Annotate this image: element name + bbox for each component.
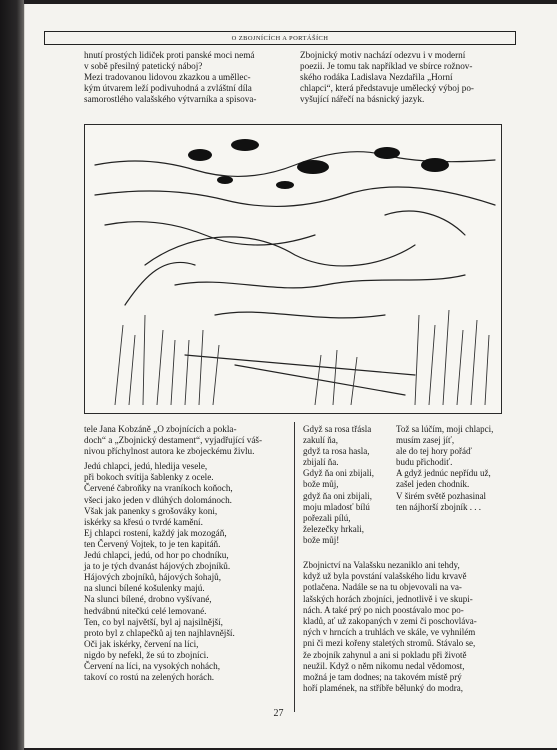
- illustration-sleeping-outlaws-icon: [85, 125, 502, 414]
- poem-line: všeci jako jeden v dlúhých dolománoch.: [84, 494, 232, 505]
- text-line: doch“ a „Zbojnický destament“, vyjadřující váš-: [84, 435, 263, 446]
- text-line: ných v hrncích a truhlách ve skále, ve vyhnilém: [303, 627, 476, 638]
- poem-line: budu přichodiť.: [396, 457, 453, 468]
- text-line: Zbojnický motiv nachází odezvu i v moderní: [300, 50, 466, 60]
- poem-line: Červené čabroňky na vraníkoch koňoch,: [84, 483, 233, 494]
- poem-line: pořezali pílú,: [303, 512, 351, 523]
- text-line: v sobě přesilný patetický náboj?: [84, 61, 203, 72]
- running-header: [44, 31, 516, 45]
- poem-line: Však jak panenky s grošováky koni,: [84, 505, 218, 516]
- poem-line: bože můj!: [303, 534, 340, 545]
- poem-line: A gdyž jednúc nepřídu už,: [396, 468, 491, 479]
- poem-line: V širém světě pozhasinal: [396, 490, 487, 501]
- illustration-frame: [84, 124, 502, 414]
- poem-line: proto byl z chlapečků aj ten najhlavnější.: [84, 627, 235, 638]
- poem-line: ten Červený Vojtek, to je ten kapitáň.: [84, 538, 221, 549]
- poem-line: iskérky sa křesú o tvrdé kamění.: [84, 516, 203, 527]
- text-line: samorostlého valašského výtvarníka a spisova-: [84, 94, 257, 105]
- text-line: když už byla povstání valašského lidu krvavě: [303, 571, 467, 582]
- text-line: nách. A také prý po nich poostávalo moc po-: [303, 604, 464, 615]
- poem-line: při bokoch svítija šablenky z ocele.: [84, 472, 214, 483]
- poem-line: bože můj,: [303, 479, 339, 490]
- bottom-left-column: [84, 424, 287, 683]
- poem-gdyz-sa-rosa: [303, 424, 395, 546]
- poem-line: Gdyž ňa oni zbijali,: [303, 468, 374, 479]
- poem-line: nigdo by nefekl, že sú to zbojníci.: [84, 649, 209, 660]
- poem-line: ja to je tých dvanást hájových zbojníků.: [84, 561, 231, 572]
- text-line: kladů, ať už zakopaných v zemi či poschovláva-: [303, 616, 477, 627]
- text-line: potlačena. Nadále se na tu objevovali na va-: [303, 582, 462, 593]
- page-number: 27: [273, 708, 284, 719]
- column-divider: [294, 422, 295, 712]
- bottom-right-prose: [303, 560, 509, 694]
- book-gutter: [0, 0, 24, 750]
- text-line: neužil. Když o něm nikomu nedal vědomost,: [303, 660, 465, 671]
- poem-line: zakulí ňa,: [303, 435, 338, 446]
- poem-line: Červení na líci, na vysokých nohách,: [84, 660, 220, 671]
- text-line: lašských horách zbojníci, jednotlivě i ve skupi-: [303, 593, 473, 604]
- poem-line: Oči jak iskérky, červení na líci,: [84, 638, 199, 649]
- poem-line: gdyž ňa oni zbijali,: [303, 490, 372, 501]
- text-line: chlapci“, která představuje umělecký výboj po-: [300, 83, 474, 94]
- poem-line: Jedú chlapci, jedú, od hor po chodníku,: [84, 550, 229, 561]
- poem-line: moju mladosť bílú: [303, 501, 370, 512]
- text-line: poezii. Je tomu tak například ve sbírce rožnov-: [300, 61, 473, 72]
- poem-line: musím zasej jíť,: [396, 435, 455, 446]
- text-line: že zbojník zahynul a ani si pokladu při životě: [303, 649, 467, 660]
- running-title: O ZBOJNÍCÍCH A PORTÁŠÍCH: [231, 34, 329, 42]
- poem-line: Hájových zbojníků, hájových šohajů,: [84, 572, 222, 583]
- poem-line: Gdyž sa rosa třásla: [303, 424, 372, 434]
- poem-line: Ej chlapci rostení, každý jak mozogáň,: [84, 527, 227, 538]
- top-left-column: [84, 50, 292, 105]
- poem-toz-sa-lucim: [396, 424, 508, 513]
- text-line: nivou příchylnost autora ke zbojeckému živlu.: [84, 446, 255, 457]
- poem-line: na slunci bílené košulenky majú.: [84, 583, 205, 594]
- text-line: možná je tam dodnes; na takovém místě prý: [303, 672, 462, 683]
- text-line: tele Jana Kobzáně „O zbojnících a pokla-: [84, 424, 237, 434]
- poem-line: zbijalí ňa.: [303, 457, 339, 468]
- poem-line: ten nájhorší zbojník . . .: [396, 501, 481, 512]
- top-right-column: [300, 50, 505, 105]
- poem-line: Na slunci bílené, drobno vyšívané,: [84, 594, 212, 605]
- text-line: kým útvarem leží podivuhodná a zvláštní díla: [84, 83, 252, 94]
- poem-line: hedvábnú nitečkú celé lemované.: [84, 605, 207, 616]
- poem-line: Ten, co byl najvětší, byl aj najsilnější,: [84, 616, 223, 627]
- text-line: pni či mezi kořeny staletých stromů. Stávalo se,: [303, 638, 476, 649]
- text-line: hnutí prostých lidiček proti panské moci nemá: [84, 50, 255, 60]
- poem-line: gdyž ta rosa hasla,: [303, 446, 370, 457]
- poem-line: zašel jeden chodník.: [396, 479, 470, 490]
- text-line: hoří plamének, na stříbře bělunký do modra,: [303, 683, 463, 694]
- poem-line: železečky hrkali,: [303, 523, 364, 534]
- poem-line: takoví co rostú na zelených horách.: [84, 672, 215, 683]
- poem-jedu-chlapci: [84, 461, 287, 683]
- text-line: Mezi tradovanou lidovou zkazkou a uměllec-: [84, 72, 251, 83]
- poem-line: Jedú chlapci, jedú, hledija vesele,: [84, 461, 208, 472]
- text-line: ského rodáka Ladislava Nezdařila „Horní: [300, 72, 453, 83]
- text-line: vyšující nářečí na básnický jazyk.: [300, 94, 425, 105]
- text-line: Zbojnictví na Valašsku nezaniklo ani tehdy,: [303, 560, 460, 570]
- poem-line: ale do tej hory pořáď: [396, 446, 472, 457]
- poem-line: Tož sa lúčím, moji chlapci,: [396, 424, 494, 434]
